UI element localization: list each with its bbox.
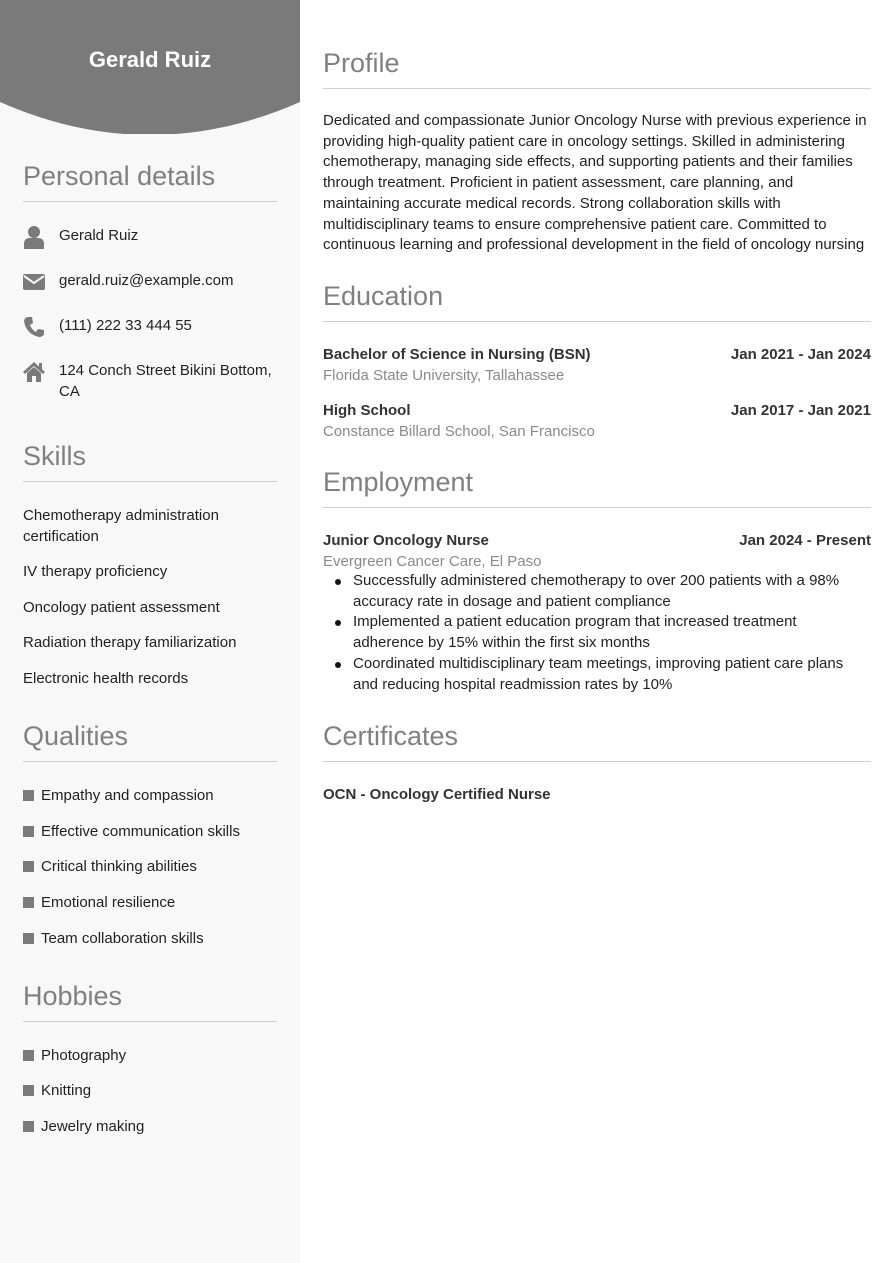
achievement-text: Successfully administered chemotherapy to over 200 patients with a 98% accuracy rate in dosage and patient compliance bbox=[353, 572, 840, 610]
education-dates: Jan 2017 - Jan 2021 bbox=[730, 402, 871, 419]
square-bullet-icon bbox=[23, 897, 34, 908]
quality-text: Critical thinking abilities bbox=[41, 858, 197, 875]
education-dates: Jan 2021 - Jan 2024 bbox=[730, 346, 871, 363]
square-bullet-icon bbox=[23, 1050, 34, 1061]
achievement-list bbox=[323, 571, 871, 695]
bullet-dot-icon bbox=[335, 620, 341, 626]
education-section bbox=[323, 279, 871, 322]
divider bbox=[23, 1021, 277, 1022]
quality-text: Empathy and compassion bbox=[41, 787, 214, 804]
envelope-icon bbox=[23, 270, 45, 294]
achievement-text: Implemented a patient education program that increased treatment adherence by 15% within the first six months bbox=[353, 613, 797, 652]
square-bullet-icon bbox=[23, 861, 34, 872]
sidebar bbox=[0, 0, 300, 1263]
profile-title: Profile bbox=[323, 48, 400, 78]
employment-section bbox=[323, 465, 871, 508]
bullet-dot-icon bbox=[335, 579, 341, 585]
school: Constance Billard School, San Francisco bbox=[323, 423, 595, 440]
divider bbox=[23, 761, 277, 762]
divider bbox=[323, 507, 871, 508]
home-icon bbox=[23, 360, 45, 384]
hobby-text: Jewelry making bbox=[41, 1118, 145, 1135]
person-icon bbox=[23, 225, 45, 249]
achievement-item bbox=[323, 654, 871, 695]
candidate-name: Gerald Ruiz bbox=[88, 47, 212, 72]
divider bbox=[323, 321, 871, 322]
detail-phone-text: (111) 222 33 444 55 bbox=[59, 317, 192, 334]
skill-item: Electronic health records bbox=[23, 670, 189, 687]
personal-details-title: Personal details bbox=[23, 161, 216, 191]
phone-icon bbox=[23, 315, 45, 339]
hobby-text: Knitting bbox=[41, 1082, 92, 1099]
skills-section bbox=[23, 439, 277, 687]
degree: High School bbox=[323, 402, 411, 419]
divider bbox=[23, 481, 277, 482]
divider bbox=[23, 201, 277, 202]
education-title: Education bbox=[323, 281, 444, 311]
employment-dates: Jan 2024 - Present bbox=[739, 532, 871, 549]
certificates-section bbox=[323, 719, 871, 762]
profile-section bbox=[323, 46, 871, 89]
square-bullet-icon bbox=[23, 933, 34, 944]
job-role: Junior Oncology Nurse bbox=[323, 532, 489, 549]
quality-text: Emotional resilience bbox=[41, 894, 176, 911]
quality-text: Team collaboration skills bbox=[41, 930, 204, 947]
employer: Evergreen Cancer Care, El Paso bbox=[323, 553, 542, 570]
detail-email-text: gerald.ruiz@example.com bbox=[59, 272, 234, 289]
school: Florida State University, Tallahassee bbox=[323, 367, 565, 384]
divider bbox=[323, 761, 871, 762]
detail-name-text: Gerald Ruiz bbox=[59, 227, 139, 244]
hobbies-section bbox=[23, 979, 277, 1135]
square-bullet-icon bbox=[23, 826, 34, 837]
bullet-dot-icon bbox=[335, 662, 341, 668]
achievement-item bbox=[323, 571, 871, 612]
personal-details-section bbox=[23, 159, 277, 400]
skill-item: Chemotherapy administration certification bbox=[23, 507, 219, 545]
certificate-item: OCN - Oncology Certified Nurse bbox=[323, 786, 551, 803]
certificates-title: Certificates bbox=[323, 721, 459, 751]
square-bullet-icon bbox=[23, 790, 34, 801]
skill-item: IV therapy proficiency bbox=[23, 563, 168, 580]
square-bullet-icon bbox=[23, 1085, 34, 1096]
hobbies-title: Hobbies bbox=[23, 981, 123, 1011]
skills-title: Skills bbox=[23, 441, 87, 471]
skill-item: Oncology patient assessment bbox=[23, 599, 220, 616]
quality-text: Effective communication skills bbox=[41, 823, 240, 840]
square-bullet-icon bbox=[23, 1121, 34, 1132]
degree: Bachelor of Science in Nursing (BSN) bbox=[323, 346, 591, 363]
achievement-item bbox=[323, 612, 871, 653]
employment-title: Employment bbox=[323, 467, 474, 497]
qualities-section bbox=[23, 719, 277, 947]
qualities-title: Qualities bbox=[23, 721, 129, 751]
profile-text: Dedicated and compassionate Junior Oncology Nurse with previous experience in providing high-quality patient care in oncology settings. Skilled in administering chemotherapy, managing side effects, and supporting patients and their families through treatment. Proficient in patient assessment, care planning, and maintaining accurate medical records. Strong collaboration skills with multidisciplinary teams to ensure comprehensive patient care. Committed to continuous learning and professional development in the field of oncology nursing bbox=[323, 112, 867, 254]
divider bbox=[323, 88, 871, 89]
detail-address-text: 124 Conch Street Bikini Bottom, CA bbox=[59, 362, 272, 400]
skill-item: Radiation therapy familiarization bbox=[23, 634, 237, 651]
achievement-text: Coordinated multidisciplinary team meetings, improving patient care plans and reducing hospital readmission rates by 10% bbox=[353, 654, 844, 693]
hobby-text: Photography bbox=[41, 1047, 127, 1064]
